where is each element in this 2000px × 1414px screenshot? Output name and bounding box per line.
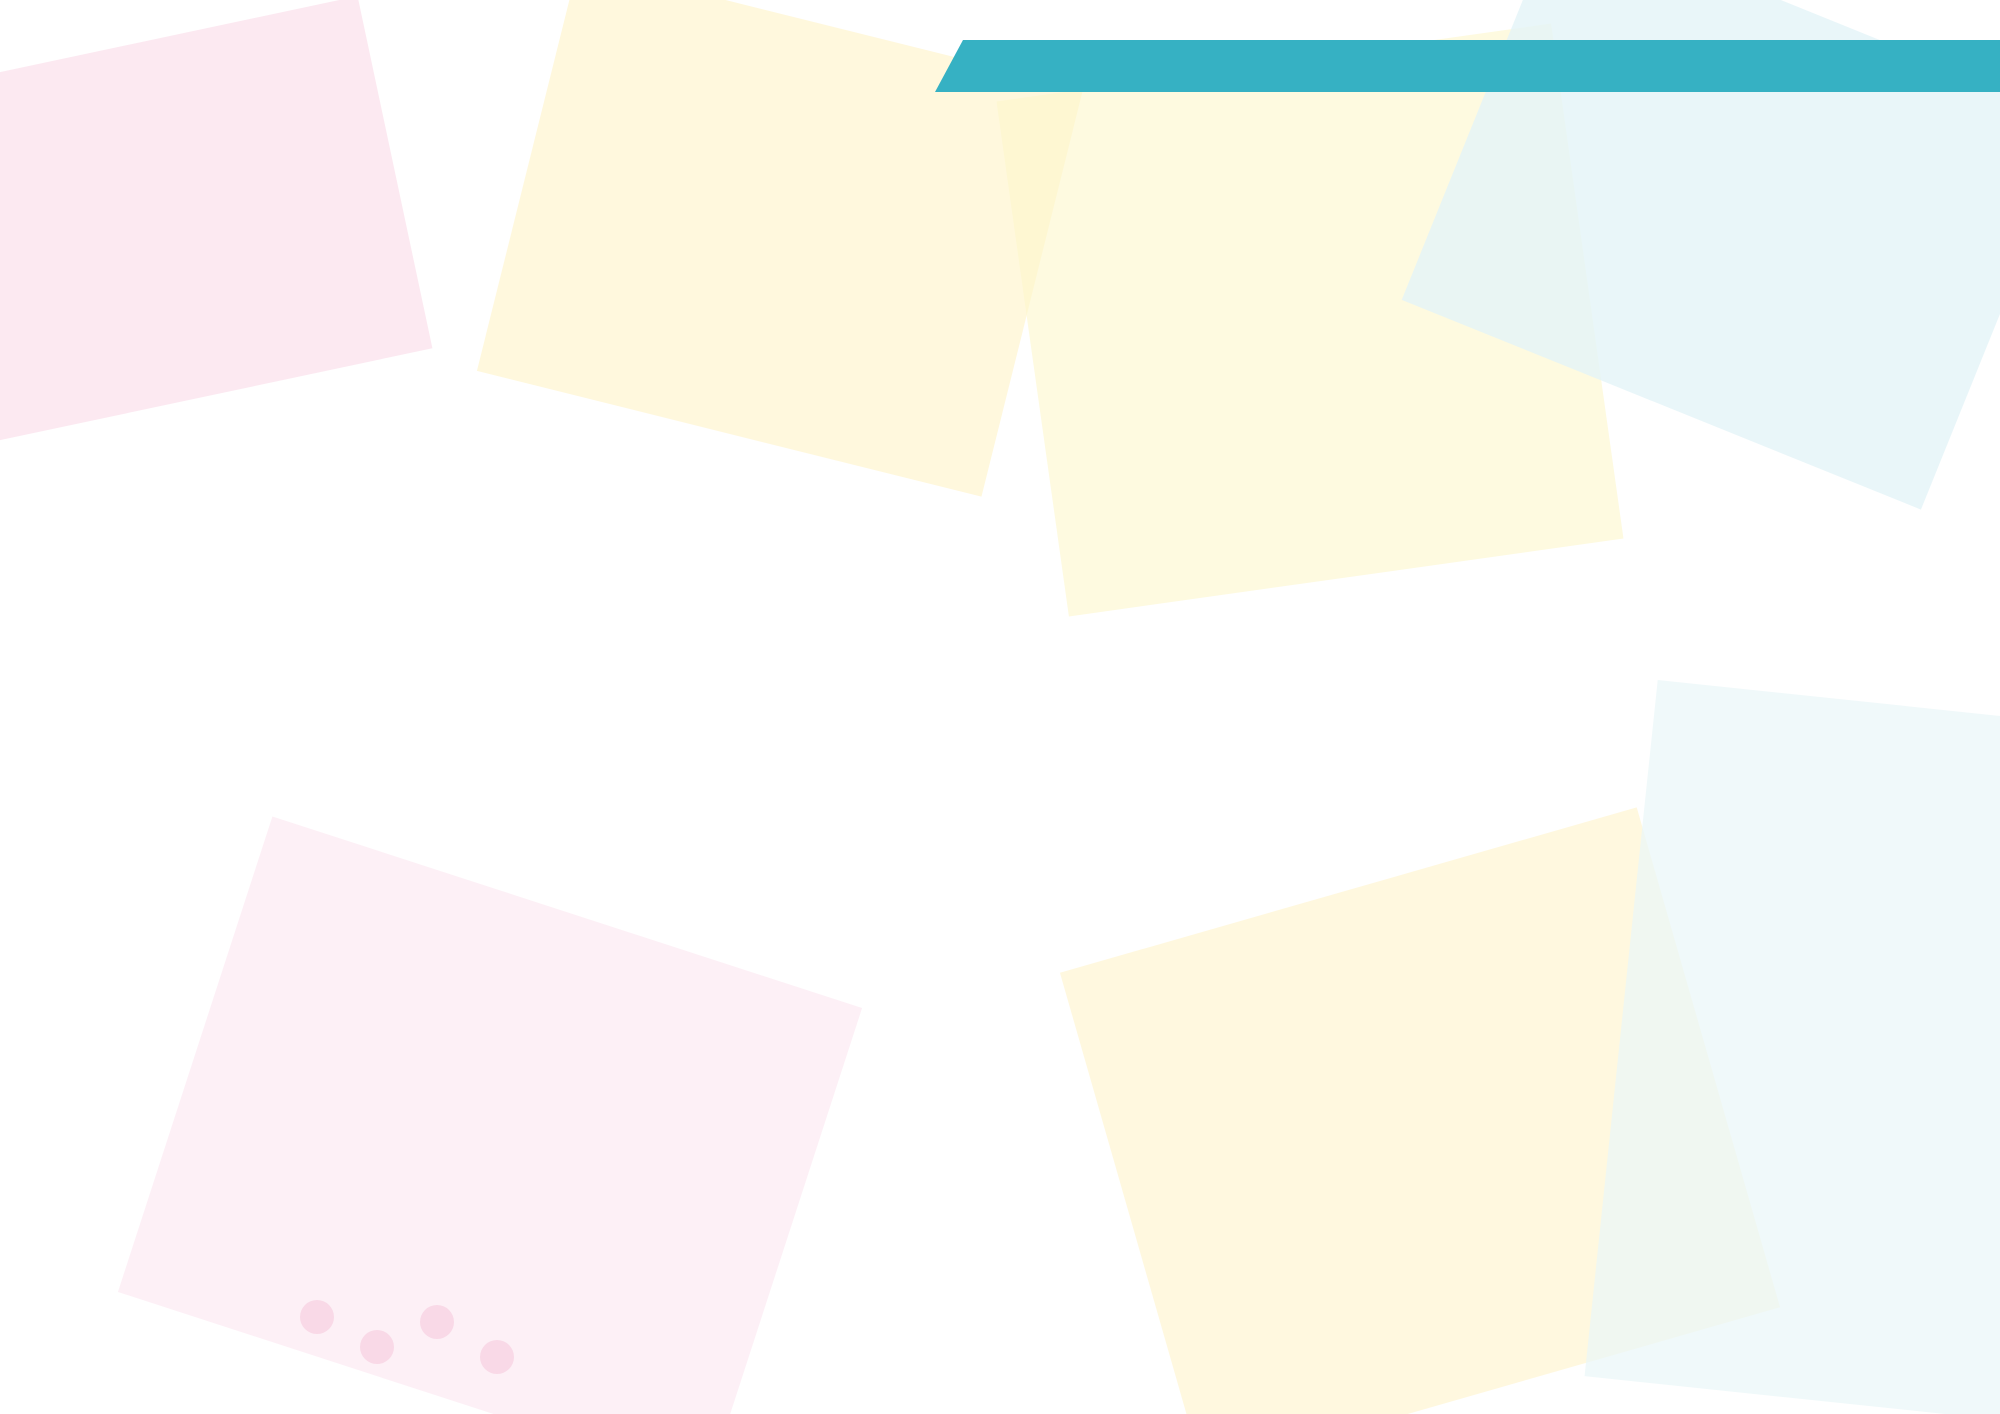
title-accent-bar xyxy=(935,40,2000,92)
